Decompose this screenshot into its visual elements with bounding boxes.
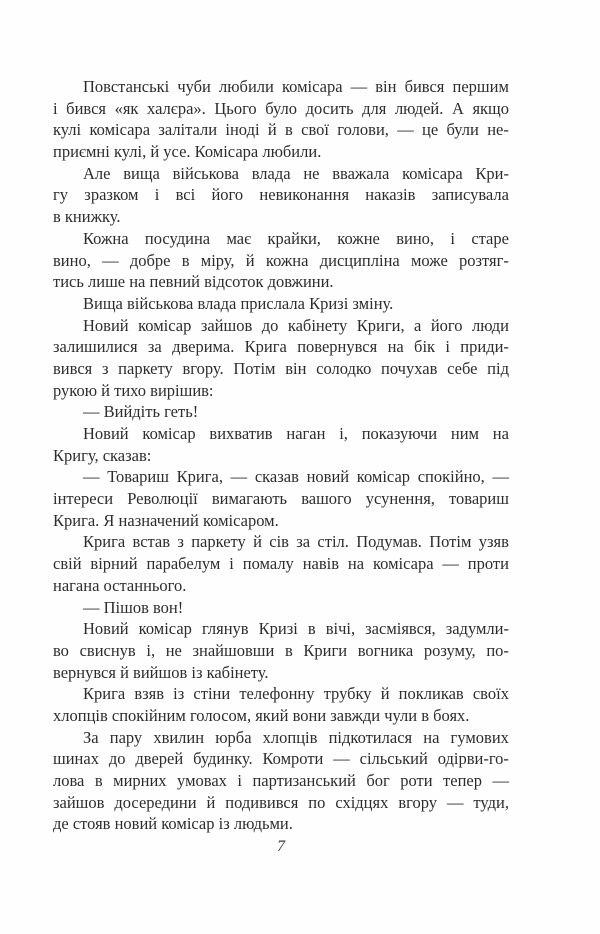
- word: крайки,: [267, 228, 321, 248]
- word: це: [422, 120, 439, 140]
- word: задумли-: [445, 619, 509, 639]
- paragraph: [53, 315, 509, 402]
- word: вгору.: [182, 358, 224, 378]
- word: на: [423, 727, 440, 747]
- word: помалу: [242, 554, 294, 574]
- word: роти: [400, 771, 433, 790]
- word: встав: [132, 532, 171, 552]
- word: —: [492, 467, 509, 487]
- word: пару: [109, 727, 143, 747]
- word: Цього: [214, 98, 257, 118]
- word: Повстанські: [83, 77, 170, 96]
- text-line: [53, 531, 509, 553]
- word: За: [83, 727, 99, 747]
- word: залишилися: [53, 337, 138, 357]
- word: в: [181, 250, 190, 270]
- word: свій: [53, 554, 82, 574]
- page-number: 7: [277, 838, 285, 855]
- word: комісар: [356, 467, 411, 487]
- word: вища: [123, 163, 160, 183]
- word: «як: [114, 98, 139, 118]
- word: і: [154, 185, 160, 205]
- word: зайшов: [53, 792, 105, 812]
- word: Товариш: [107, 467, 169, 487]
- word: були: [446, 120, 479, 140]
- word: і,: [146, 640, 156, 660]
- word: із: [173, 684, 185, 704]
- text-line: [53, 163, 509, 185]
- word: хвилин: [153, 727, 205, 747]
- word: його: [211, 185, 244, 205]
- word: —: [83, 467, 100, 487]
- text-line: [53, 488, 509, 510]
- word: свої: [301, 120, 329, 140]
- word: —: [350, 77, 368, 96]
- word: товариш: [449, 489, 509, 509]
- text-line: — Вийдіть геть!: [83, 402, 199, 422]
- word: на: [387, 337, 404, 357]
- word: і: [450, 228, 455, 248]
- word: мирних: [113, 771, 167, 790]
- word: Але: [83, 163, 111, 183]
- word: стіл.: [317, 532, 349, 552]
- word: вашого: [301, 489, 352, 509]
- word: і: [237, 771, 242, 790]
- word: голови,: [337, 120, 389, 140]
- paragraph: [53, 683, 509, 726]
- word: наган: [286, 424, 326, 443]
- word: своїх: [472, 684, 509, 704]
- word: і: [445, 337, 450, 357]
- text-line: Вища військова влада прислала Кризі зміну.: [83, 293, 394, 313]
- word: проти: [467, 554, 509, 574]
- text-line: приємні кулі, й усе. Комісара любили.: [53, 142, 322, 162]
- word: кожне: [337, 228, 380, 248]
- text-line: [53, 792, 509, 814]
- text-line: хлопців спокійним голосом, який вони завжди чули в боях.: [53, 705, 470, 725]
- word: першим: [452, 77, 509, 96]
- text-line: [53, 76, 509, 98]
- word: узяв: [478, 532, 509, 552]
- word: Крига: [244, 337, 287, 357]
- word: покликав: [398, 684, 464, 704]
- word: А: [451, 98, 464, 118]
- word: дисципліна: [319, 250, 400, 270]
- word: юрба: [215, 727, 252, 747]
- word: вимагають: [211, 489, 288, 509]
- word: дверей: [135, 749, 184, 769]
- word: Новий: [83, 424, 129, 443]
- word: вважала: [332, 163, 390, 183]
- text-line: рукою й тихо вирішив:: [53, 380, 214, 400]
- text-line: [53, 640, 509, 662]
- text-line: [53, 358, 509, 380]
- word: Подумав.: [356, 532, 422, 552]
- word: усунення,: [365, 489, 435, 509]
- word: кулі: [53, 120, 82, 140]
- word: його: [430, 315, 463, 335]
- word: не-: [487, 120, 509, 140]
- word: східцях: [335, 792, 389, 812]
- word: хлопців: [262, 727, 318, 747]
- word: навів: [302, 554, 340, 574]
- paragraph: [53, 727, 509, 835]
- word: з: [101, 358, 109, 378]
- word: сільський: [359, 749, 428, 769]
- text-line: [53, 315, 509, 337]
- word: взяв: [134, 684, 165, 704]
- word: одірви-го-: [437, 749, 509, 769]
- text-line: [53, 727, 509, 749]
- word: —: [397, 120, 414, 140]
- word: він: [375, 77, 397, 96]
- text-line: [53, 683, 509, 705]
- text-line: [53, 336, 509, 358]
- word: во: [53, 640, 69, 660]
- word: гумових: [450, 727, 509, 747]
- word: комісара: [89, 120, 151, 140]
- word: Кризі: [258, 619, 298, 639]
- text-line: [53, 98, 509, 120]
- word: в: [285, 120, 293, 140]
- word: і: [53, 98, 58, 118]
- word: й: [380, 684, 390, 704]
- word: приди-: [460, 337, 509, 357]
- word: в: [284, 640, 293, 660]
- text-line: [53, 250, 509, 272]
- word: досить: [305, 98, 354, 118]
- word: вічі,: [325, 619, 356, 639]
- word: засміявся,: [365, 619, 436, 639]
- word: до: [261, 315, 279, 335]
- word: Криги: [303, 640, 348, 660]
- word: по-: [486, 640, 509, 660]
- word: бік: [414, 337, 436, 357]
- word: комісар: [142, 424, 196, 443]
- word: досередини: [114, 792, 197, 812]
- word: посудина: [144, 228, 211, 248]
- word: глянув: [201, 619, 249, 639]
- word: комісара: [281, 77, 343, 96]
- word: Комроти: [262, 749, 324, 769]
- word: комісар: [138, 619, 192, 639]
- word: Крига: [83, 684, 126, 704]
- word: Потім: [233, 358, 276, 378]
- word: в: [94, 771, 103, 790]
- word: розтяг-: [459, 250, 509, 270]
- word: лова: [53, 771, 85, 790]
- word: може: [410, 250, 448, 270]
- word: й: [267, 120, 277, 140]
- word: на: [347, 554, 365, 574]
- word: й: [253, 532, 262, 552]
- word: не: [303, 163, 320, 183]
- text-line: [53, 423, 509, 445]
- text-line: — Пішов вон!: [83, 597, 184, 617]
- word: парабелум: [146, 554, 221, 574]
- word: спокійно,: [417, 467, 485, 487]
- word: невиконання: [259, 185, 350, 205]
- word: з: [177, 532, 184, 552]
- word: по: [308, 792, 326, 812]
- word: партизанський: [252, 771, 356, 790]
- paragraph: [53, 76, 509, 163]
- word: не: [165, 640, 182, 660]
- word: наказів: [365, 185, 416, 205]
- word: бог: [366, 771, 390, 790]
- word: подивився: [225, 792, 299, 812]
- text-line: [53, 184, 509, 206]
- word: і: [229, 554, 234, 574]
- word: Революції: [127, 489, 198, 509]
- word: й: [206, 792, 216, 812]
- word: зайшов: [200, 315, 253, 335]
- word: новий: [306, 467, 350, 487]
- word: зразком: [84, 185, 139, 205]
- text-block: [53, 76, 509, 835]
- text-line: [53, 748, 509, 770]
- text-line: [53, 553, 509, 575]
- word: умовах: [177, 771, 227, 790]
- word: шинах: [53, 749, 99, 769]
- word: й: [245, 250, 255, 270]
- word: Кожна: [83, 228, 129, 248]
- text-line: в книжку.: [53, 207, 121, 227]
- word: записувала: [431, 185, 509, 205]
- word: на: [492, 424, 509, 443]
- word: —: [442, 554, 459, 574]
- word: трубку: [323, 684, 372, 704]
- paragraph: [53, 228, 509, 293]
- word: всі: [175, 185, 196, 205]
- word: —: [102, 250, 119, 270]
- word: кабінету: [287, 315, 348, 335]
- word: —: [230, 467, 248, 487]
- word: комісар: [138, 315, 192, 335]
- paragraph: [53, 597, 509, 619]
- paragraph: [53, 423, 509, 466]
- word: комісара: [402, 163, 463, 183]
- word: почухав: [381, 358, 438, 378]
- word: добре: [129, 250, 171, 270]
- paragraph: [53, 531, 509, 596]
- paragraph: [53, 401, 509, 423]
- word: Новий: [83, 619, 129, 639]
- word: і,: [339, 424, 348, 443]
- word: кожна: [265, 250, 309, 270]
- word: знайшовши: [192, 640, 275, 660]
- word: тепер: [443, 771, 482, 790]
- word: вихватив: [209, 424, 273, 443]
- word: за: [296, 532, 311, 552]
- word: Криги,: [356, 315, 405, 335]
- word: солодко: [316, 358, 372, 378]
- word: комісара: [372, 554, 434, 574]
- word: паркету: [118, 358, 173, 378]
- text-line: [53, 770, 509, 792]
- text-line: нагана останнього.: [53, 575, 187, 595]
- paragraph: [53, 163, 509, 228]
- word: для: [362, 98, 387, 118]
- word: сказав: [254, 467, 299, 487]
- word: інтереси: [53, 489, 114, 509]
- word: показуючи: [361, 424, 438, 443]
- word: Новий: [83, 315, 129, 335]
- word: халєра».: [147, 98, 206, 118]
- text-line: [53, 119, 509, 141]
- paragraph: [53, 293, 509, 315]
- word: було: [265, 98, 298, 118]
- word: люди: [472, 315, 509, 335]
- word: вино,: [396, 228, 435, 248]
- word: —: [492, 771, 509, 790]
- word: старе: [471, 228, 509, 248]
- word: під: [487, 358, 509, 378]
- word: залітали: [158, 120, 218, 140]
- word: свиснув: [79, 640, 136, 660]
- word: сів: [269, 532, 289, 552]
- text-line: [53, 228, 509, 250]
- word: людей.: [394, 98, 444, 118]
- word: має: [226, 228, 252, 248]
- word: дверима.: [172, 337, 235, 357]
- word: вино,: [53, 250, 91, 270]
- word: будинку.: [193, 749, 253, 769]
- word: до: [108, 749, 126, 769]
- word: телефонну: [239, 684, 315, 704]
- word: туди,: [473, 792, 509, 812]
- word: —: [333, 749, 350, 769]
- word: Кри-: [475, 163, 509, 183]
- word: вірний: [90, 554, 138, 574]
- word: паркету: [191, 532, 246, 552]
- word: якщо: [472, 98, 509, 118]
- word: а: [414, 315, 422, 335]
- word: себе: [447, 358, 478, 378]
- text-line: Кригу, сказав:: [53, 445, 152, 465]
- word: Крига,: [176, 467, 223, 487]
- word: стіни: [193, 684, 231, 704]
- word: іноді: [225, 120, 260, 140]
- word: гу: [53, 185, 69, 205]
- word: військова: [172, 163, 239, 183]
- text-line: [53, 618, 509, 640]
- word: повернувся: [297, 337, 378, 357]
- word: ним: [450, 424, 479, 443]
- paragraph: [53, 466, 509, 531]
- word: підкотилася: [328, 727, 413, 747]
- word: розуму,: [423, 640, 476, 660]
- word: —: [446, 792, 464, 812]
- word: вився: [53, 358, 93, 378]
- text-line: тись лише на певний відсоток довжини.: [53, 272, 334, 292]
- text-line: де стояв новий комісар із людьми.: [53, 814, 293, 834]
- word: влада: [251, 163, 291, 183]
- word: чуби: [177, 77, 211, 96]
- word: бився: [66, 98, 107, 118]
- text-line: [53, 466, 509, 488]
- word: бився: [404, 77, 445, 96]
- word: за: [147, 337, 162, 357]
- word: він: [285, 358, 307, 378]
- word: вгору: [398, 792, 437, 812]
- paragraph: [53, 618, 509, 683]
- word: Крига: [83, 532, 126, 552]
- word: любили: [218, 77, 274, 96]
- text-line: вернувся й вийшов із кабінету.: [53, 662, 269, 682]
- word: в: [307, 619, 316, 639]
- word: міру,: [200, 250, 235, 270]
- word: вогника: [357, 640, 414, 660]
- word: Потім: [429, 532, 472, 552]
- text-line: Крига. Я назначений комісаром.: [53, 510, 279, 530]
